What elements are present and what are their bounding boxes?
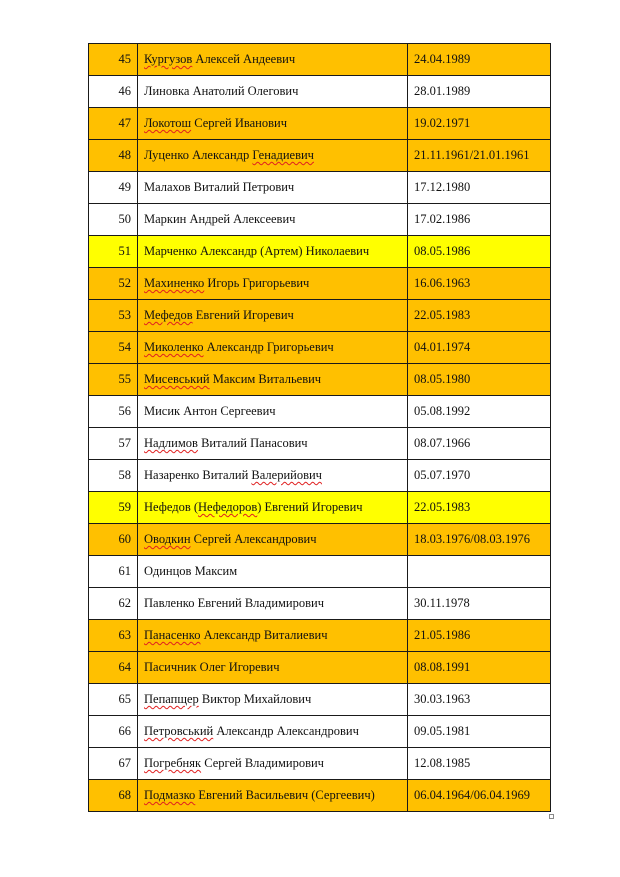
spellcheck-flagged-word: Оводкин <box>144 532 191 546</box>
birth-date-cell: 21.05.1986 <box>408 620 551 652</box>
table-row <box>89 44 551 76</box>
row-number: 52 <box>89 268 138 300</box>
full-name-cell <box>138 780 408 812</box>
row-number: 45 <box>89 44 138 76</box>
spellcheck-flagged-word: Панасенко <box>144 628 201 642</box>
birth-date-cell: 12.08.1985 <box>408 748 551 780</box>
name-text: Виктор Михайлович <box>198 692 312 706</box>
table-row <box>89 204 551 236</box>
full-name-cell <box>138 364 408 396</box>
spellcheck-flagged-word: Подмазко <box>144 788 196 802</box>
birth-date-cell: 24.04.1989 <box>408 44 551 76</box>
spellcheck-flagged-word: Мисевський <box>144 372 210 386</box>
row-number: 68 <box>89 780 138 812</box>
birth-date-cell: 30.03.1963 <box>408 684 551 716</box>
name-text: Евгений Васильевич (Сергеевич) <box>195 788 375 802</box>
birth-date-cell: 05.08.1992 <box>408 396 551 428</box>
birth-date-cell: 17.12.1980 <box>408 172 551 204</box>
spellcheck-flagged-word: Кургузов <box>144 52 193 66</box>
row-number: 67 <box>89 748 138 780</box>
birth-date-cell: 04.01.1974 <box>408 332 551 364</box>
full-name-cell <box>138 300 408 332</box>
spellcheck-flagged-word: Надлимов <box>144 436 198 450</box>
row-number: 48 <box>89 140 138 172</box>
table-row <box>89 108 551 140</box>
table-row <box>89 332 551 364</box>
birth-date-cell: 19.02.1971 <box>408 108 551 140</box>
row-number: 46 <box>89 76 138 108</box>
birth-date-cell: 05.07.1970 <box>408 460 551 492</box>
row-number: 65 <box>89 684 138 716</box>
people-table-body <box>89 44 551 812</box>
birth-date-cell <box>408 556 551 588</box>
name-text: Александр Александрович <box>213 724 359 738</box>
birth-date-cell: 08.05.1986 <box>408 236 551 268</box>
full-name-cell <box>138 172 408 204</box>
name-text: Луценко Александр <box>144 148 253 162</box>
row-number: 64 <box>89 652 138 684</box>
row-number: 59 <box>89 492 138 524</box>
name-text: Сергей Иванович <box>191 116 287 130</box>
full-name-cell <box>138 652 408 684</box>
full-name-cell <box>138 684 408 716</box>
full-name-cell <box>138 524 408 556</box>
full-name-cell <box>138 428 408 460</box>
birth-date-cell: 28.01.1989 <box>408 76 551 108</box>
table-row <box>89 172 551 204</box>
name-text: Мисик Антон Сергеевич <box>144 404 276 418</box>
name-text: Игорь Григорьевич <box>204 276 310 290</box>
birth-date-cell: 22.05.1983 <box>408 492 551 524</box>
spellcheck-flagged-word: Валерийович <box>251 468 322 482</box>
name-text: Маркин Андрей Алексеевич <box>144 212 296 226</box>
table-row <box>89 268 551 300</box>
name-text: Пасичник Олег Игоревич <box>144 660 280 674</box>
birth-date-cell: 08.05.1980 <box>408 364 551 396</box>
people-table <box>88 43 551 812</box>
table-row <box>89 652 551 684</box>
table-row <box>89 748 551 780</box>
name-text: Павленко Евгений Владимирович <box>144 596 324 610</box>
row-number: 58 <box>89 460 138 492</box>
table-row <box>89 716 551 748</box>
table-row <box>89 364 551 396</box>
full-name-cell <box>138 108 408 140</box>
full-name-cell <box>138 332 408 364</box>
row-number: 51 <box>89 236 138 268</box>
birth-date-cell: 21.11.1961/21.01.1961 <box>408 140 551 172</box>
table-row <box>89 620 551 652</box>
row-number: 66 <box>89 716 138 748</box>
table-row <box>89 492 551 524</box>
row-number: 55 <box>89 364 138 396</box>
full-name-cell <box>138 748 408 780</box>
full-name-cell <box>138 620 408 652</box>
table-row <box>89 300 551 332</box>
full-name-cell <box>138 140 408 172</box>
name-text: Виталий Панасович <box>197 436 308 450</box>
birth-date-cell: 08.08.1991 <box>408 652 551 684</box>
row-number: 60 <box>89 524 138 556</box>
row-number: 62 <box>89 588 138 620</box>
table-row <box>89 556 551 588</box>
spellcheck-flagged-word: Мефедов <box>144 308 193 322</box>
birth-date-cell: 06.04.1964/06.04.1969 <box>408 780 551 812</box>
table-row <box>89 780 551 812</box>
full-name-cell <box>138 236 408 268</box>
table-row <box>89 76 551 108</box>
birth-date-cell: 17.02.1986 <box>408 204 551 236</box>
full-name-cell <box>138 44 408 76</box>
full-name-cell <box>138 396 408 428</box>
table-row <box>89 140 551 172</box>
name-text: ) Евгений Игоревич <box>257 500 363 514</box>
name-text: Александр Григорьевич <box>203 340 334 354</box>
row-number: 61 <box>89 556 138 588</box>
row-number: 49 <box>89 172 138 204</box>
birth-date-cell: 18.03.1976/08.03.1976 <box>408 524 551 556</box>
spellcheck-flagged-word: Пепапщер <box>144 692 199 706</box>
spellcheck-flagged-word: Локотош <box>144 116 192 130</box>
row-number: 56 <box>89 396 138 428</box>
name-text: Алексей Андеевич <box>192 52 296 66</box>
full-name-cell <box>138 492 408 524</box>
full-name-cell <box>138 716 408 748</box>
name-text: Марченко Александр (Артем) Николаевич <box>144 244 370 258</box>
table-row <box>89 428 551 460</box>
row-number: 63 <box>89 620 138 652</box>
spellcheck-flagged-word: Погребняк <box>144 756 202 770</box>
spellcheck-flagged-word: Миколенко <box>144 340 204 354</box>
table-row <box>89 588 551 620</box>
name-text: Евгений Игоревич <box>192 308 294 322</box>
birth-date-cell: 16.06.1963 <box>408 268 551 300</box>
full-name-cell <box>138 460 408 492</box>
full-name-cell <box>138 76 408 108</box>
name-text: Александр Виталиевич <box>200 628 328 642</box>
birth-date-cell: 30.11.1978 <box>408 588 551 620</box>
row-number: 53 <box>89 300 138 332</box>
paragraph-end-marker <box>549 814 554 819</box>
name-text: Линовка Анатолий Олегович <box>144 84 299 98</box>
birth-date-cell: 08.07.1966 <box>408 428 551 460</box>
spellcheck-flagged-word: Нефедоров <box>198 500 258 514</box>
table-row <box>89 236 551 268</box>
birth-date-cell: 09.05.1981 <box>408 716 551 748</box>
row-number: 57 <box>89 428 138 460</box>
name-text: Малахов Виталий Петрович <box>144 180 295 194</box>
birth-date-cell: 22.05.1983 <box>408 300 551 332</box>
name-text: Одинцов Максим <box>144 564 238 578</box>
full-name-cell <box>138 588 408 620</box>
name-text: Нефедов ( <box>144 500 199 514</box>
row-number: 47 <box>89 108 138 140</box>
spellcheck-flagged-word: Петровський <box>144 724 214 738</box>
spellcheck-flagged-word: Махиненко <box>144 276 205 290</box>
table-row <box>89 460 551 492</box>
row-number: 50 <box>89 204 138 236</box>
name-text: Назаренко Виталий <box>144 468 252 482</box>
name-text: Сергей Владимирович <box>201 756 324 770</box>
table-row <box>89 396 551 428</box>
full-name-cell <box>138 268 408 300</box>
name-text: Сергей Александрович <box>190 532 317 546</box>
full-name-cell <box>138 556 408 588</box>
spellcheck-flagged-word: Генадиевич <box>252 148 314 162</box>
row-number: 54 <box>89 332 138 364</box>
table-row <box>89 524 551 556</box>
full-name-cell <box>138 204 408 236</box>
table-row <box>89 684 551 716</box>
name-text: Максим Витальевич <box>209 372 322 386</box>
